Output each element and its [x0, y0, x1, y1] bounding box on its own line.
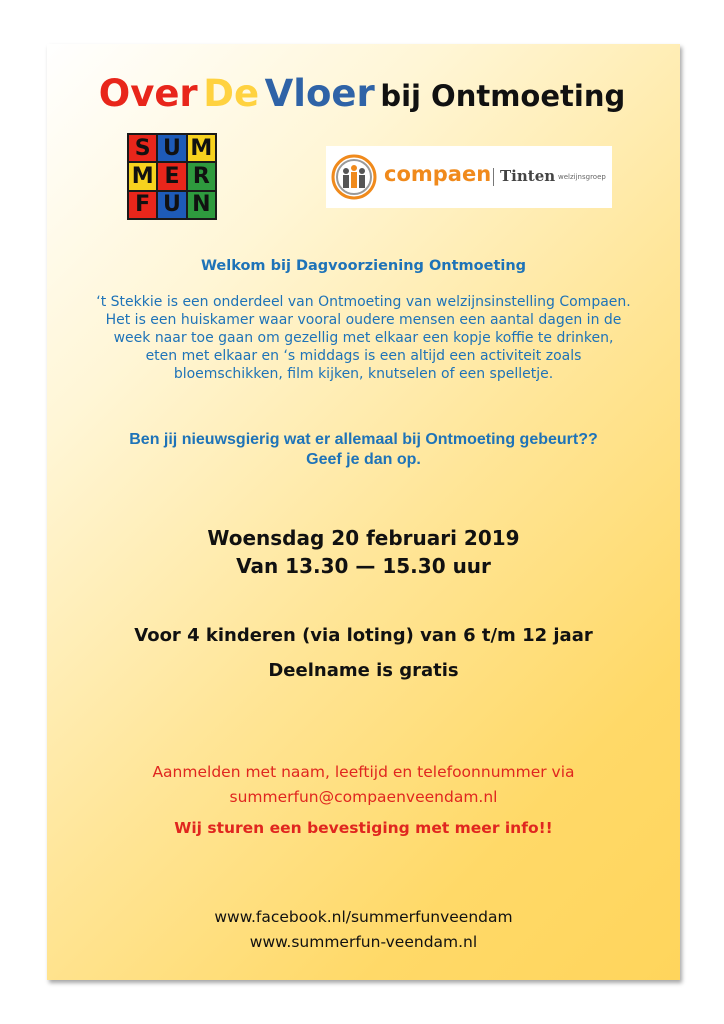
- free-entry: Deelname is gratis: [268, 660, 459, 681]
- page-title: [0, 72, 724, 115]
- question-line: Ben jij nieuwsgierig wat er allemaal bij Ontmoeting gebeurt??: [129, 431, 598, 448]
- intro-line: week naar toe gaan om gezellig met elkaar een kopje koffie te drinken,: [113, 330, 614, 346]
- summerfun-cell: F: [129, 192, 156, 218]
- logo-divider: [493, 168, 494, 186]
- title-word-over: Over: [98, 72, 198, 115]
- summerfun-cell: S: [129, 135, 156, 161]
- welkom-heading: Welkom bij Dagvoorziening Ontmoeting: [200, 258, 527, 274]
- title-word-de: De: [203, 72, 260, 115]
- intro-paragraph: [47, 293, 680, 383]
- event-datetime: [47, 524, 680, 580]
- tinten-suffix: welzijnsgroep: [558, 173, 606, 181]
- intro-line: Het is een huiskamer waar vooral oudere mensen een aantal dagen in de: [105, 312, 622, 328]
- intro-line: bloemschikken, film kijken, knutselen of een spelletje.: [173, 366, 554, 382]
- summerfun-cell: N: [188, 192, 215, 218]
- question-text: [47, 430, 680, 470]
- signup-line: Aanmelden met naam, leeftijd en telefoonnummer via: [152, 763, 575, 781]
- summerfun-cell: U: [158, 135, 185, 161]
- tinten-wordmark: Tinten: [500, 167, 556, 185]
- summerfun-cell: E: [158, 163, 185, 189]
- event-date: Woensdag 20 februari 2019: [207, 526, 520, 550]
- summerfun-cell: U: [158, 192, 185, 218]
- title-rest: bij Ontmoeting: [380, 79, 626, 113]
- signup-info: [47, 760, 680, 810]
- website-link[interactable]: www.summerfun-veendam.nl: [249, 933, 478, 951]
- compaen-wordmark: compaen: [384, 162, 492, 186]
- title-word-vloer: Vloer: [264, 72, 375, 115]
- confirmation-note: Wij sturen een bevestiging met meer info!!: [174, 819, 553, 837]
- participants-info: Voor 4 kinderen (via loting) van 6 t/m 12 jaar: [134, 625, 593, 646]
- summerfun-cell: M: [188, 135, 215, 161]
- question-line: Geef je dan op.: [306, 451, 421, 468]
- intro-line: ‘t Stekkie is een onderdeel van Ontmoeting van welzijnsinstelling Compaen.: [96, 294, 631, 310]
- event-time: Van 13.30 — 15.30 uur: [236, 554, 491, 578]
- summerfun-cell: R: [188, 163, 215, 189]
- compaen-people-icon: [330, 153, 378, 201]
- web-links: [47, 905, 680, 955]
- intro-line: eten met elkaar en ‘s middags is een altijd een activiteit zoals: [145, 348, 582, 364]
- summerfun-cell: M: [129, 163, 156, 189]
- signup-email[interactable]: summerfun@compaenveendam.nl: [229, 788, 498, 806]
- compaen-logo: [326, 146, 612, 208]
- summerfun-logo: [127, 133, 217, 220]
- facebook-link[interactable]: www.facebook.nl/summerfunveendam: [214, 908, 513, 926]
